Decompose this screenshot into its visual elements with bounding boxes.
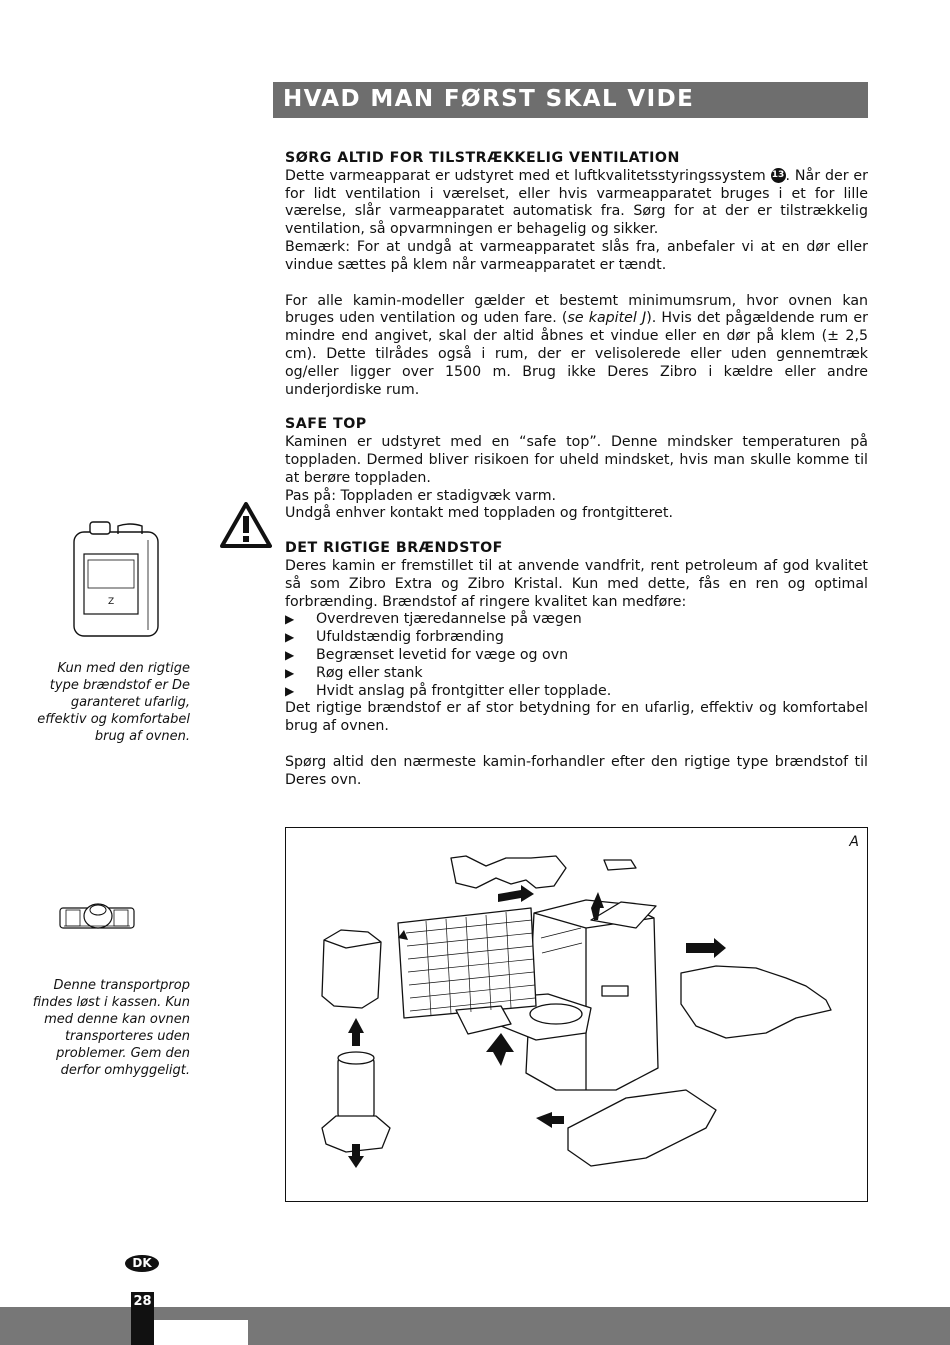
chapter-reference: se kapitel J xyxy=(567,310,647,327)
page-title: HVAD MAN FØRST SKAL VIDE xyxy=(273,82,868,118)
list-item: ▶ Overdreven tjæredannelse på vægen xyxy=(285,611,868,629)
language-badge: DK xyxy=(125,1255,159,1272)
fuel-paragraph-1: Deres kamin er fremstillet til at anvende vandfrit, rent petroleum af god kvalitet så som Zibro Extra og Zibro Kristal. Kun med dette, fås en ren og optimal forbrænding. Brændstof af ringere kvalitet kan medføre: xyxy=(285,557,868,610)
fuel-paragraph-2: Det rigtige brændstof er af stor betydning for en ufarlig, effektiv og komfortabel brug af ovnen. xyxy=(285,700,868,735)
list-item: ▶ Begrænset levetid for væge og ovn xyxy=(285,647,868,665)
ventilation-paragraph-3: For alle kamin-modeller gælder et bestemt minimumsrum, hvor ovnen kan bruges uden ventilation og uden fare. (se kapitel J). Hvis det pågældende rum er mindre end angivet, skal der altid åbnes et vindue eller en dør på klem (± 2,5 cm). Dette tilrådes også i rum, der er velisolerede eller uden gennemtræk og/eller ligger over 1500 m. Brug ikke Deres Zibro i kældre eller andre underjordiske rum. xyxy=(285,292,868,398)
transport-caption: Denne transportprop findes løst i kassen. Kun med denne kan ovnen transporteres uden problemer. Gem den derfor omhyggeligt. xyxy=(32,978,190,1078)
list-item: ▶ Hvidt anslag på frontgitter eller topplade. xyxy=(285,683,868,701)
main-content xyxy=(285,150,868,790)
ventilation-paragraph-2: Bemærk: For at undgå at varmeapparatet slås fra, anbefaler vi at en dør eller vindue sættes på klem når varmeapparatet er tændt. xyxy=(285,238,868,273)
list-item: ▶ Røg eller stank xyxy=(285,665,868,683)
fuel-paragraph-3: Spørg altid den nærmeste kamin-forhandler efter den rigtige type brændstof til Deres ovn. xyxy=(285,753,868,788)
svg-text:Z: Z xyxy=(108,597,115,607)
fuel-bullet-list xyxy=(285,611,868,700)
transport-plug-illustration xyxy=(58,896,138,936)
fuel-caption: Kun med den rigtige type brændstof er De garanteret ufarlig, effektiv og komfortabel brug af ovnen. xyxy=(37,661,190,744)
ventilation-paragraph-1: Dette varmeapparat er udstyret med et luftkvalitetsstyringssystem 13. Når der er for lidt ventilation i værelset, eller hvis varmeapparatet bruges i et for lille værelse, slår varmeapparatet automatisk fra. Sørg for at der er tilstrækkelig ventilation, så opvarmningen er behagelig og sikker. xyxy=(285,167,868,238)
footer-white-block xyxy=(154,1320,248,1345)
fuel-heading: DET RIGTIGE BRÆNDSTOF xyxy=(285,540,503,557)
page-number: 28 xyxy=(131,1292,154,1345)
figure-a xyxy=(285,827,868,1202)
list-item: ▶ Ufuldstændig forbrænding xyxy=(285,629,868,647)
safe-top-paragraph-1: Kaminen er udstyret med en “safe top”. Denne mindsker temperaturen på toppladen. Dermed bliver risikoen for uheld mindsket, hvis man skulle komme til at berøre toppladen. xyxy=(285,434,868,486)
figure-label: A xyxy=(849,834,859,850)
warning-triangle-icon xyxy=(220,502,272,548)
ventilation-heading: SØRG ALTID FOR TILSTRÆKKELIG VENTILATION xyxy=(285,150,680,166)
safe-top-paragraph-2: Pas på: Toppladen er stadigvæk varm. xyxy=(285,487,557,504)
safe-top-paragraph-3: Undgå enhver kontakt med toppladen og frontgitteret. xyxy=(285,505,673,522)
fuel-canister-illustration xyxy=(68,518,164,640)
safe-top-heading: SAFE TOP xyxy=(285,416,367,433)
reference-number-badge: 13 xyxy=(771,168,786,183)
heater-exploded-diagram xyxy=(286,828,867,1201)
